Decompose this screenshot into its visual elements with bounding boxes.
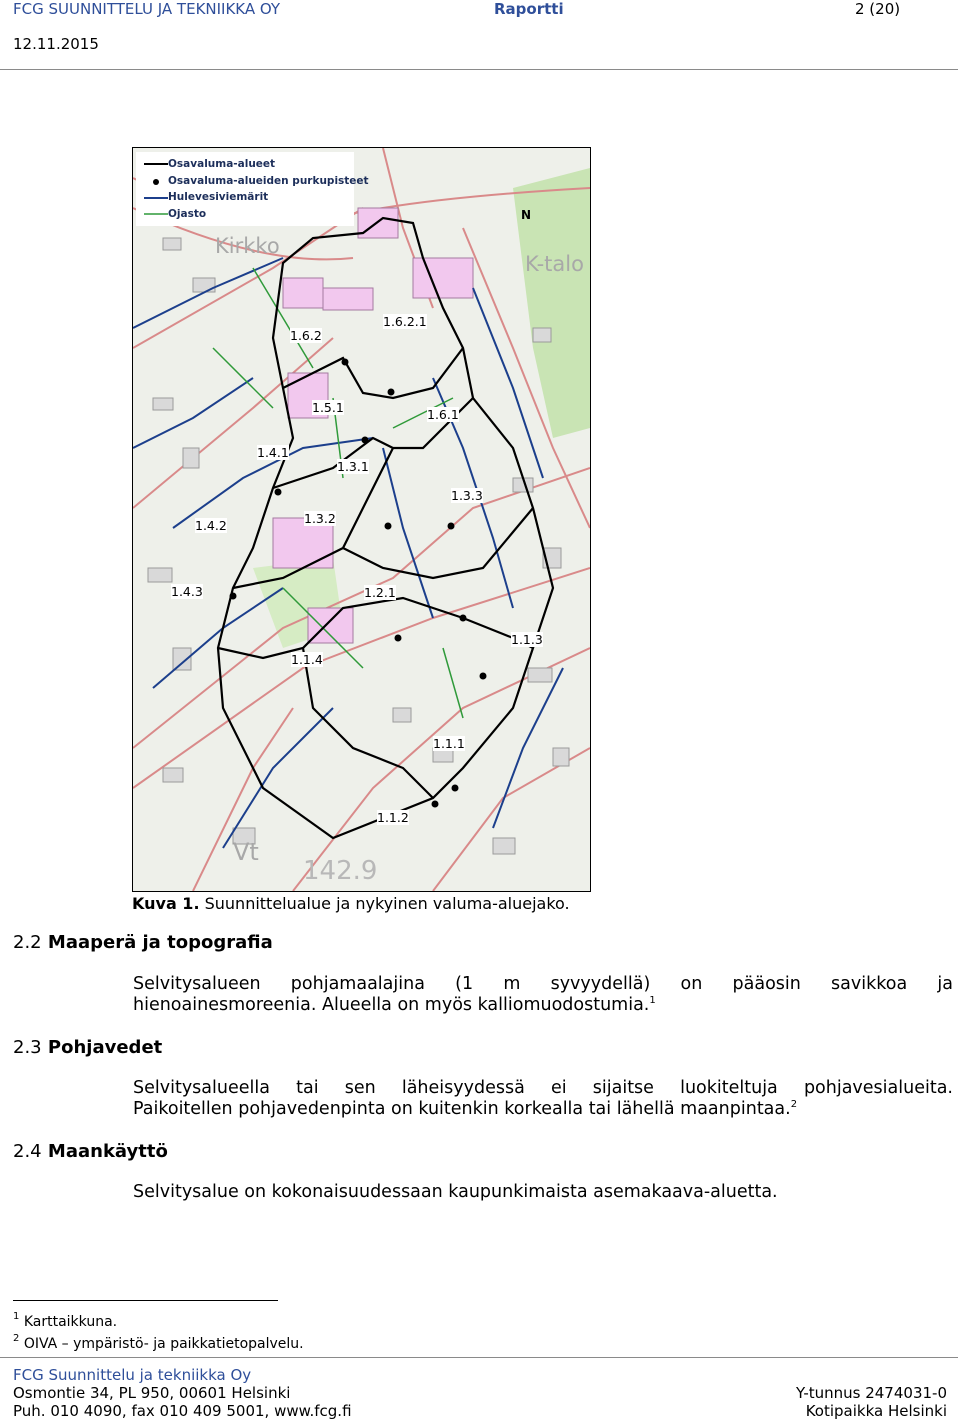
footer-domicile: Kotipaikka Helsinki xyxy=(805,1402,947,1420)
footnote-text: Karttaikkuna. xyxy=(23,1314,118,1330)
section-title: Pohjavedet xyxy=(47,1037,163,1058)
subarea-label: 1.5.1 xyxy=(312,400,344,415)
figure-caption xyxy=(132,894,570,913)
section-number: 2.3 xyxy=(13,1037,42,1058)
paragraph-line xyxy=(133,995,656,1016)
subarea-label: 1.3.3 xyxy=(451,488,483,503)
subarea-label: 1.4.3 xyxy=(171,584,203,599)
footnote-text: OIVA – ympäristö- ja paikkatietopalvelu. xyxy=(23,1336,304,1352)
paragraph-line: Selvitysalue on kokonaisuudessaan kaupunkimaista asemakaava-aluetta. xyxy=(133,1182,778,1202)
map-label-kirkko: Kirkko xyxy=(215,234,280,258)
map-label-vt: Vt xyxy=(233,838,259,866)
legend-outlets: Osavaluma-alueiden purkupisteet xyxy=(168,174,369,187)
subarea-label: 1.4.2 xyxy=(195,518,227,533)
footnote-ref: 2 xyxy=(790,1099,798,1110)
footer-company: FCG Suunnittelu ja tekniikka Oy xyxy=(13,1366,252,1384)
section-title: Maaperä ja topografia xyxy=(47,932,273,953)
map-figure xyxy=(132,147,591,892)
paragraph-line: Selvitysalueella tai sen läheisyydessä ei sijaitse luokiteltuja pohjavesialueita. xyxy=(133,1078,953,1098)
subarea-label: 1.2.1 xyxy=(364,585,396,600)
subarea-label: 1.3.1 xyxy=(337,459,369,474)
subarea-label: 1.1.2 xyxy=(377,810,409,825)
paragraph-text: Paikoitellen pohjavedenpinta on kuitenkin korkealla tai lähellä maanpintaa. xyxy=(133,1099,791,1119)
map-legend xyxy=(136,152,369,226)
footnote-ref: 1 xyxy=(649,995,656,1006)
subarea-label: 1.1.1 xyxy=(433,736,465,751)
footer-rule xyxy=(0,1357,958,1358)
map-label-elevation: 142.9 xyxy=(303,856,378,886)
header-page-number: 2 (20) xyxy=(855,0,901,18)
subarea-label: 1.1.4 xyxy=(291,652,323,667)
subarea-label: 1.1.3 xyxy=(511,632,543,647)
caption-text: Suunnittelualue ja nykyinen valuma-aluejako. xyxy=(204,894,570,913)
subarea-label: 1.3.2 xyxy=(304,511,336,526)
footer-contact: Puh. 010 4090, fax 010 409 5001, www.fcg.fi xyxy=(13,1402,352,1420)
section-number: 2.2 xyxy=(13,932,42,953)
subarea-label: 1.4.1 xyxy=(257,445,289,460)
section-title: Maankäyttö xyxy=(47,1141,168,1162)
paragraph-text: hienoainesmoreenia. Alueella on myös kalliomuodostumia. xyxy=(133,995,650,1015)
paragraph-line xyxy=(133,1099,797,1120)
footnote-number: 1 xyxy=(13,1311,20,1322)
paragraph-line: Selvitysalueen pohjamaalajina (1 m syvyydellä) on pääosin savikkoa ja xyxy=(133,974,953,994)
subarea-label: 1.6.2 xyxy=(290,328,322,343)
section-heading xyxy=(13,1141,168,1162)
caption-label: Kuva 1. xyxy=(132,894,200,913)
section-heading xyxy=(13,932,273,953)
section-heading xyxy=(13,1037,162,1058)
footer-address: Osmontie 34, PL 950, 00601 Helsinki xyxy=(13,1384,291,1402)
legend-subareas: Osavaluma-alueet xyxy=(168,158,276,170)
map-label-ktalo: K-talo xyxy=(525,252,584,276)
footnote xyxy=(13,1311,118,1330)
subarea-label: 1.6.1 xyxy=(427,407,459,422)
legend-ditches: Ojasto xyxy=(168,207,207,220)
footnote xyxy=(13,1333,304,1352)
header-rule xyxy=(0,69,958,70)
header-company: FCG SUUNNITTELU JA TEKNIIKKA OY xyxy=(13,0,281,18)
footer-business-id: Y-tunnus 2474031-0 xyxy=(795,1384,947,1402)
footnote-rule xyxy=(13,1300,278,1301)
legend-sewers: Hulevesiviemärit xyxy=(168,191,269,203)
section-number: 2.4 xyxy=(13,1141,42,1162)
header-doc-type: Raportti xyxy=(494,0,564,18)
subarea-label: 1.6.2.1 xyxy=(383,314,427,329)
header-date: 12.11.2015 xyxy=(13,35,99,53)
footnote-number: 2 xyxy=(13,1333,20,1344)
north-arrow-icon: N xyxy=(521,208,532,222)
